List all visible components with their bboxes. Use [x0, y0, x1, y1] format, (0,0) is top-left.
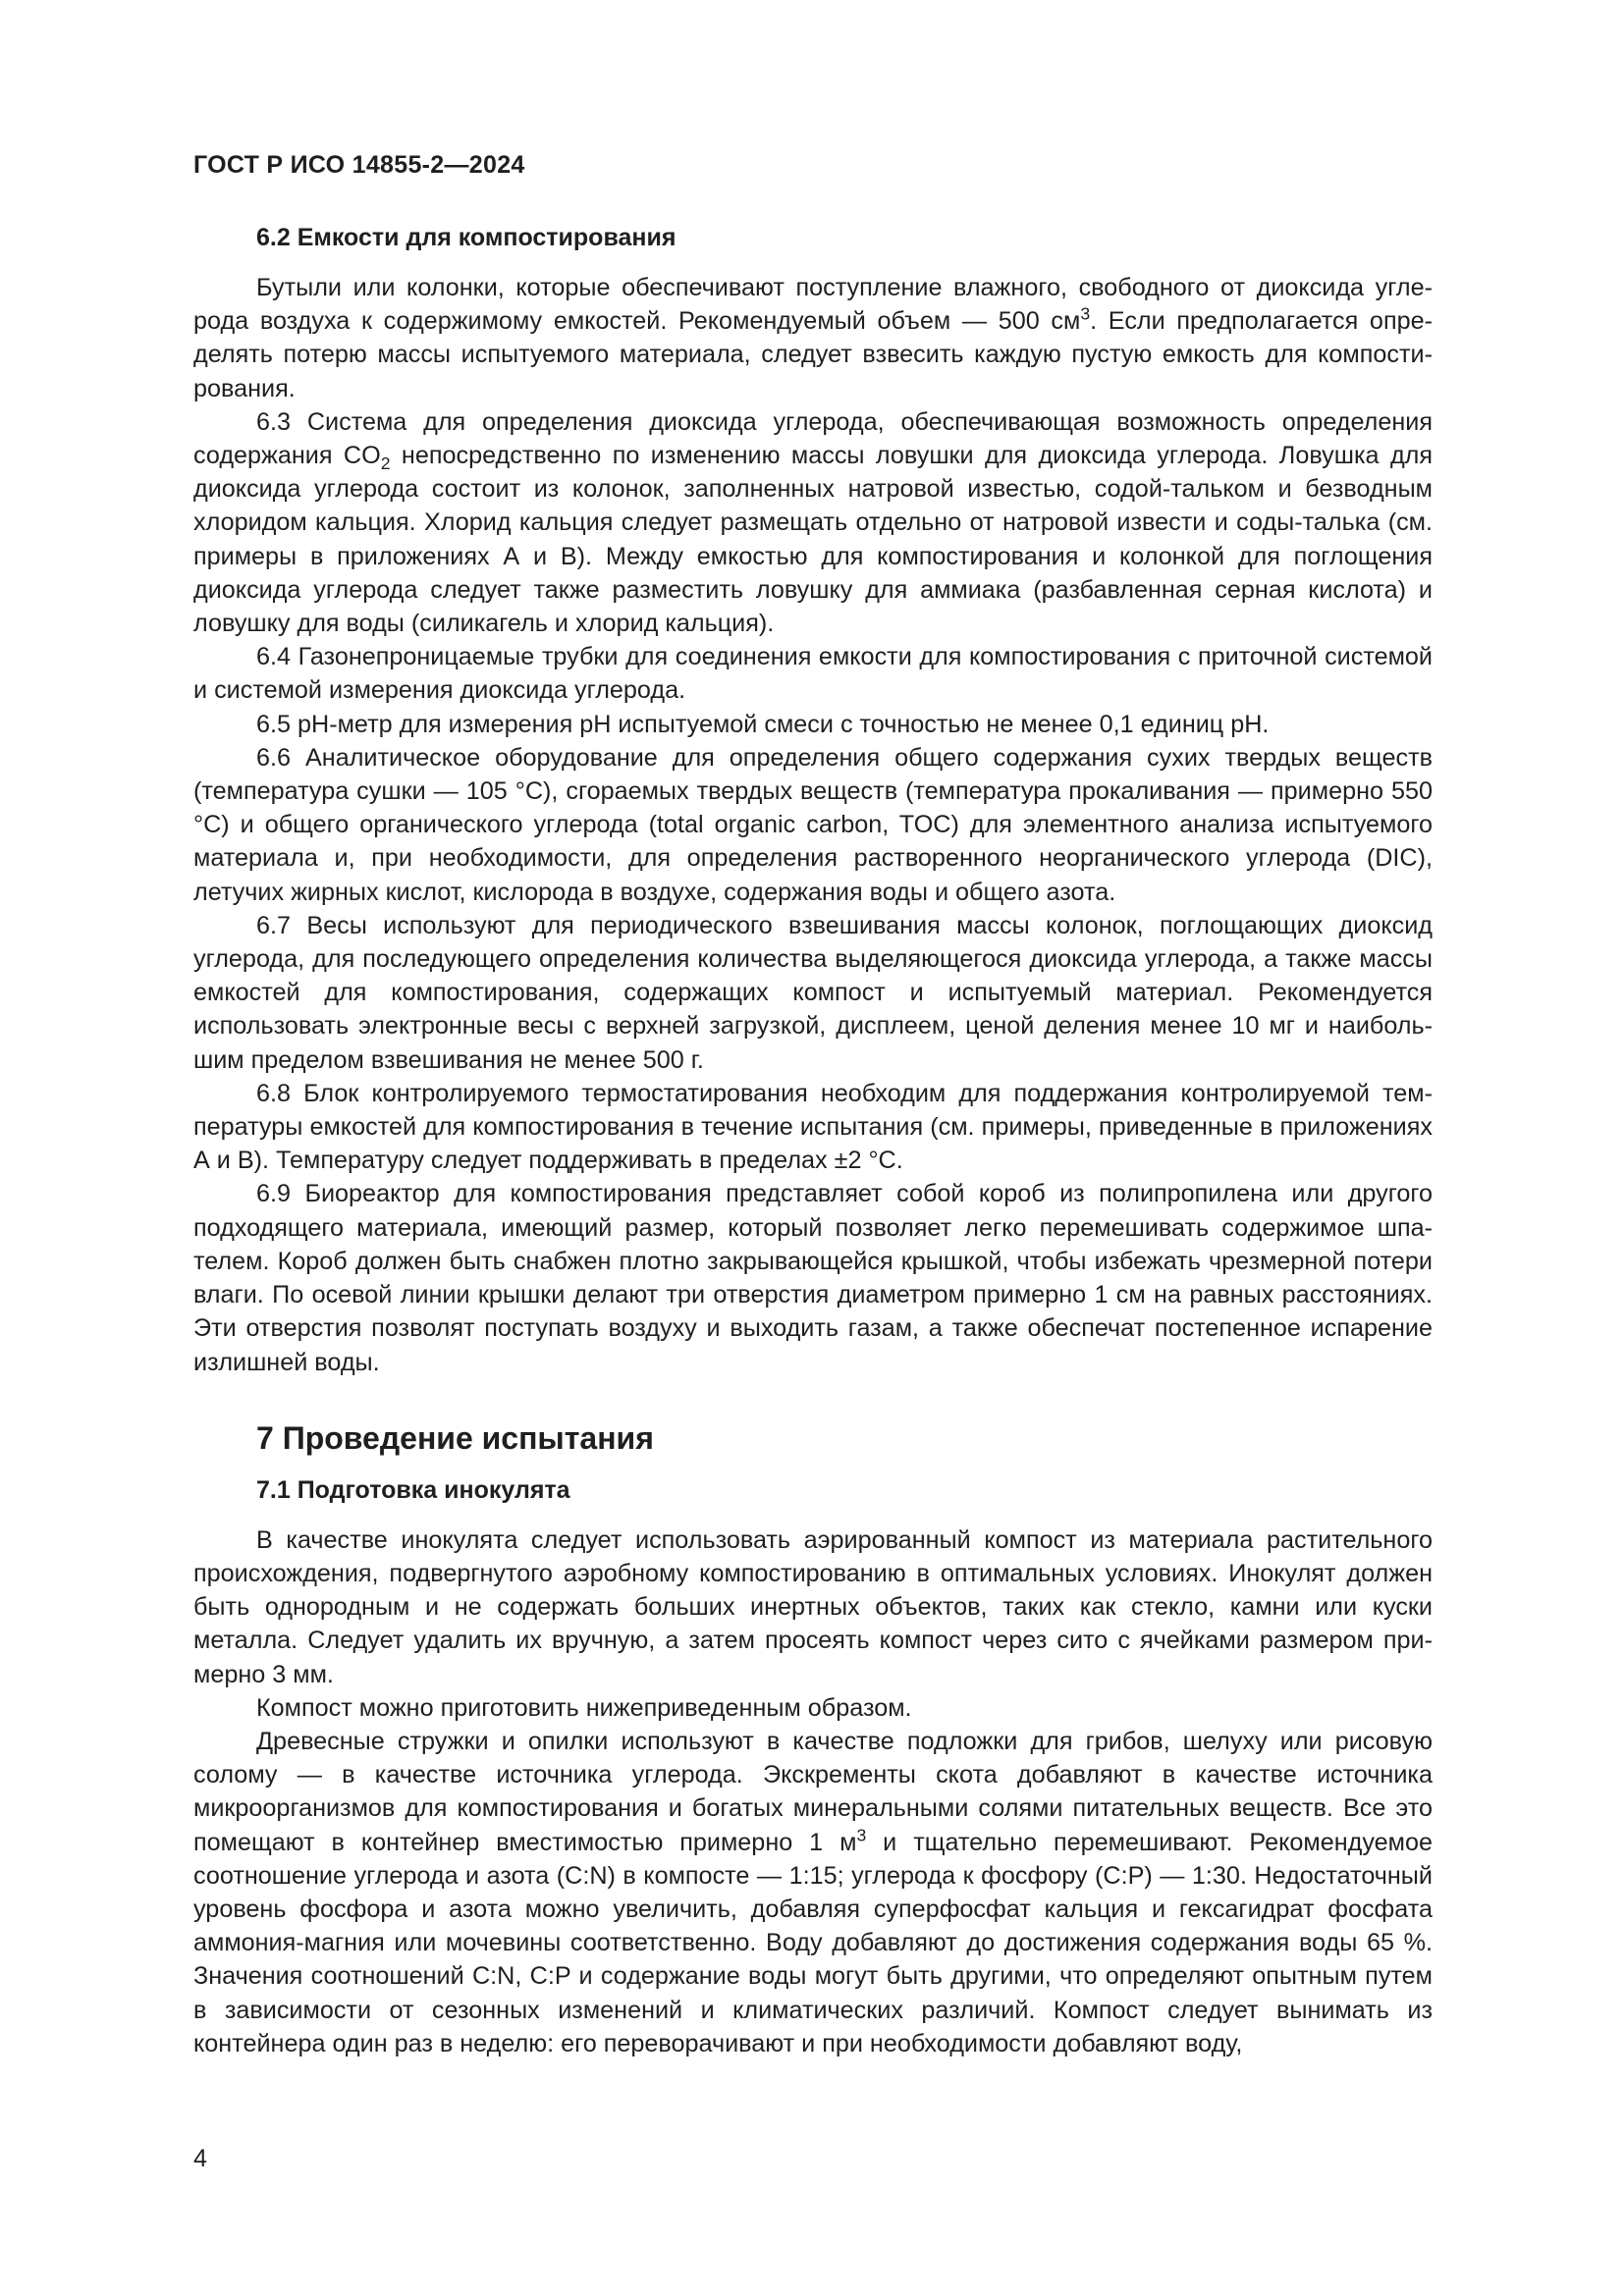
section-6-9-paragraph: 6.9 Биореактор для компостирования представляет собой короб из полипропилена или другого подходящего материала, имеющий размер, который позволяет легко перемешивать содержимое шпателем. Короб должен быть снабжен плотно закрывающейся крышкой, чтобы избежать чрезмерной потери влаги. По осевой линии крышки делают три отверстия диаметром примерно 1 см на равных расстояниях. Эти отверстия позволят поступать воздуху и выходить газам, а также обеспечат постепенное испарение излишней воды.	[193, 1180, 1433, 1376]
section-7-1-text-a: Древесные стружки и опилки используют в качестве подложки для грибов, шелуху или рисовую солому — в качестве источника углерода. Экскременты скота добавляют в качестве источника микроорганизмов для компостирования и богатых минеральными солями питательных веществ. Все это помещают в контейнер вместимостью примерно 1 м	[193, 1727, 1433, 1856]
document-body	[193, 221, 1433, 2060]
section-6-3-text-b: непосредственно по изменению массы ловушки для диоксида углерода. Ловушка для диоксида углерода состоит из колонок, заполненных натровой известью, содой-тальком и безводным хлоридом кальция. Хлорид кальция следует размещать отдельно от натровой извести и соды-талька (см. примеры в приложениях А и В). Между емкостью для компостирования и колонкой для поглощения диоксида углерода следует также разместить ловушку для аммиака (разбавленная серная кислота) и ловушку для воды (силикагель и хлорид кальция).	[193, 442, 1433, 638]
section-7-heading: 7 Проведение испытания	[256, 1419, 654, 1456]
section-6-8-paragraph: 6.8 Блок контролируемого термостатирования необходим для поддержания контролируемой температуры емкостей для компостирования в течение испытания (см. примеры, приведенные в приложениях А и В). Температуру следует поддерживать в пределах ±2 °C.	[193, 1079, 1433, 1175]
section-7-1-paragraph-3	[193, 1725, 1433, 2060]
section-6-2-text-a: Бутыли или колонки, которые обеспечивают поступление влажного, свободного от диоксида углерода воздуха к содержимому емкостей. Рекомендуемый объем — 500 см	[193, 274, 1433, 336]
section-6-3-text-a: 6.3 Система для определения диоксида углерода, обеспечивающая возможность определения содержания CO	[193, 407, 1433, 470]
section-7-1-paragraph-2: Компост можно приготовить нижеприведенным образом.	[256, 1693, 912, 1722]
document-code-header: ГОСТ Р ИСО 14855-2—2024	[193, 151, 525, 179]
section-6-7-paragraph: 6.7 Весы используют для периодического взвешивания массы колонок, поглощающих диоксид углерода, для последующего определения количества выделяющегося диоксида углерода, а также массы емкостей для компостирования, содержащих компост и испытуемый материал. Рекомендуется использовать электронные весы с верхней загрузкой, дисплеем, ценой деления менее 10 мг и наибольшим пределом взвешивания не менее 500 г.	[193, 911, 1433, 1074]
section-6-2-heading: 6.2 Емкости для компостирования	[256, 224, 677, 251]
section-6-3-paragraph	[193, 405, 1433, 640]
section-7-1-text-b: и тщательно перемешивают. Рекомендуемое соотношение углерода и азота (C:N) в компосте — 1:15; углерода к фосфору (C:P) — 1:30. Недостаточный уровень фосфора и азота можно увеличить, добавляя суперфосфат кальция и гексагидрат фосфата аммония-магния или мочевины соответственно. Воду добавляют до достижения содержания воды 65 %. Значения соотношений C:N, C:P и содержание воды могут быть другими, что определяют опытным путем в зависимости от сезонных изменений и климатических различий. Компост следует вынимать из контейнера один раз в неделю: его переворачивают и при необходимости добавляют воду,	[193, 1828, 1433, 2057]
section-6-2-paragraph	[193, 271, 1433, 405]
section-6-5-paragraph: 6.5 pH-метр для измерения pH испытуемой смеси с точностью не менее 0,1 единиц pH.	[256, 710, 1270, 738]
superscript-3: 3	[1080, 303, 1091, 324]
section-6-2-text-b: . Если предполагается определять потерю массы испытуемого материала, следует взвесить каждую пустую емкость для компостирования.	[193, 307, 1433, 402]
page-number: 4	[193, 2145, 207, 2172]
section-6-6-paragraph: 6.6 Аналитическое оборудование для определения общего содержания сухих твердых веществ (температура сушки — 105 °C), сгораемых твердых веществ (температура прокаливания — примерно 550 °C) и общего органического углерода (total organic carbon, TOC) для элементного анализа испытуемого материала и, при необходимости, для определения растворенного неорганического углерода (DIC), летучих жирных кислот, кислорода в воздухе, содержания воды и общего азота.	[193, 743, 1433, 906]
section-7-1-heading: 7.1 Подготовка инокулята	[256, 1475, 570, 1504]
superscript-3: 3	[856, 1825, 867, 1845]
subscript-2: 2	[380, 454, 391, 474]
section-7-1-paragraph-1: В качестве инокулята следует использовать аэрированный компост из материала растительного происхождения, подвергнутого аэробному компостированию в оптимальных условиях. Инокулят должен быть однородным и не содержать больших инертных объектов, таких как стекло, камни или куски металла. Следует удалить их вручную, а затем просеять компост через сито с ячейками размером примерно 3 мм.	[193, 1525, 1433, 1688]
section-6-4-paragraph: 6.4 Газонепроницаемые трубки для соединения емкости для компостирования с приточной системой и системой измерения диоксида углерода.	[193, 643, 1433, 705]
